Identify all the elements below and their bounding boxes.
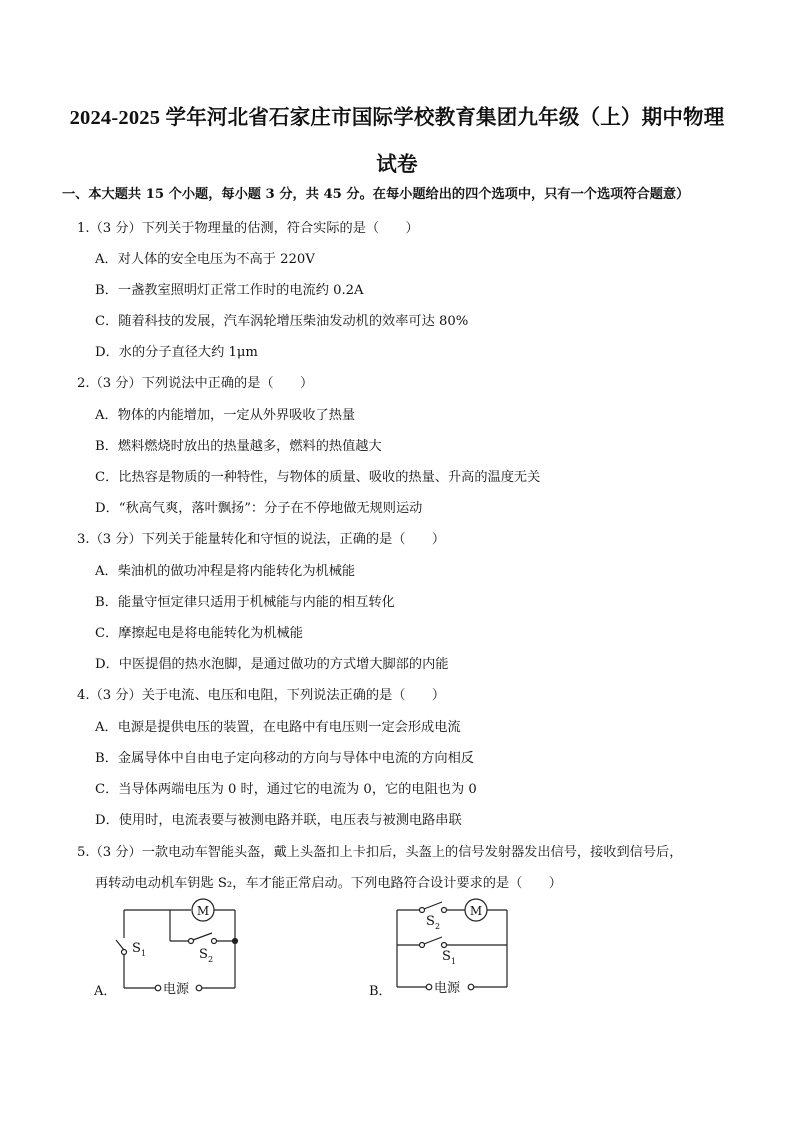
question-3-option-c: C．摩擦起电是将电能转化为机械能 [95, 626, 303, 641]
diagram-b-s2-subscript: 2 [435, 922, 441, 931]
diagram-a-s2-subscript: 2 [208, 955, 214, 964]
question-4-option-c: C．当导体两端电压为 0 时，通过它的电流为 0，它的电阻也为 0 [95, 782, 477, 797]
diagram-b-s2-label: S [426, 914, 435, 929]
question-4-option-d: D．使用时，电流表要与被测电路并联，电压表与被测电路串联 [95, 813, 462, 828]
question-2-option-d: D．“秋高气爽，落叶飘扬”：分子在不停地做无规则运动 [95, 501, 423, 516]
question-2-stem: 2.（3 分）下列说法中正确的是（ ） [77, 376, 314, 391]
question-5-stem-continued: 再转动电动机车钥匙 S₂，车才能正常启动。下列电路符合设计要求的是（ ） [95, 876, 562, 891]
page-title: 2024-2025 学年河北省石家庄市国际学校教育集团九年级（上）期中物理 [69, 107, 725, 129]
diagram-a-motor-label: M [196, 904, 210, 918]
question-2-option-c: C．比热容是物质的一种特性，与物体的质量、吸收的热量、升高的温度无关 [95, 470, 541, 485]
circuit-diagram-b [397, 899, 507, 990]
question-2-option-a: A．物体的内能增加，一定从外界吸收了热量 [95, 408, 356, 423]
diagram-a-option-label: A． [94, 984, 117, 999]
question-3-stem: 3.（3 分）下列关于能量转化和守恒的说法，正确的是（ ） [77, 532, 446, 547]
question-4-option-b: B．金属导体中自由电子定向移动的方向与导体中电流的方向相反 [95, 751, 474, 766]
diagram-b-motor-label: M [469, 904, 483, 918]
diagram-b-s1-label: S [442, 949, 451, 964]
page-title-continued: 试卷 [376, 154, 418, 176]
diagram-b-power-source: 电源 [434, 981, 461, 996]
diagram-b-option-label: B． [369, 984, 392, 999]
question-1-option-a: A．对人体的安全电压为不高于 220V [95, 252, 315, 267]
question-4-option-a: A．电源是提供电压的装置，在电路中有电压则一定会形成电流 [95, 720, 461, 735]
diagram-a-power-source: 电源 [163, 982, 190, 997]
diagram-a-s1-subscript: 1 [141, 949, 147, 958]
diagram-b-s1-subscript: 1 [451, 957, 457, 966]
question-4-stem: 4.（3 分）关于电流、电压和电阻，下列说法正确的是（ ） [77, 688, 446, 703]
question-3-option-d: D．中医提倡的热水泡脚，是通过做功的方式增大脚部的内能 [95, 657, 449, 672]
diagram-a-s1-label: S [132, 941, 141, 956]
question-1-option-d: D．水的分子直径大约 1μm [95, 345, 258, 360]
question-2-option-b: B．燃料燃烧时放出的热量越多，燃料的热值越大 [95, 439, 382, 454]
question-1-option-c: C．随着科技的发展，汽车涡轮增压柴油发动机的效率可达 80% [95, 314, 469, 329]
question-1-stem: 1.（3 分）下列关于物理量的估测，符合实际的是（ ） [77, 221, 419, 236]
question-5-stem: 5.（3 分）一款电动车智能头盔，戴上头盔扣上卡扣后，头盔上的信号发射器发出信号，接收到信号后， [77, 845, 683, 860]
question-1-option-b: B．一盏教室照明灯正常工作时的电流约 0.2A [95, 283, 364, 298]
section-heading: 一、本大题共 15 个小题，每小题 3 分，共 45 分。在每小题给出的四个选项中，只有一个选项符合题意） [62, 187, 690, 202]
question-3-option-a: A．柴油机的做功冲程是将内能转化为机械能 [95, 564, 356, 579]
question-3-option-b: B．能量守恒定律只适用于机械能与内能的相互转化 [95, 595, 395, 610]
diagram-a-s2-label: S [199, 947, 208, 962]
